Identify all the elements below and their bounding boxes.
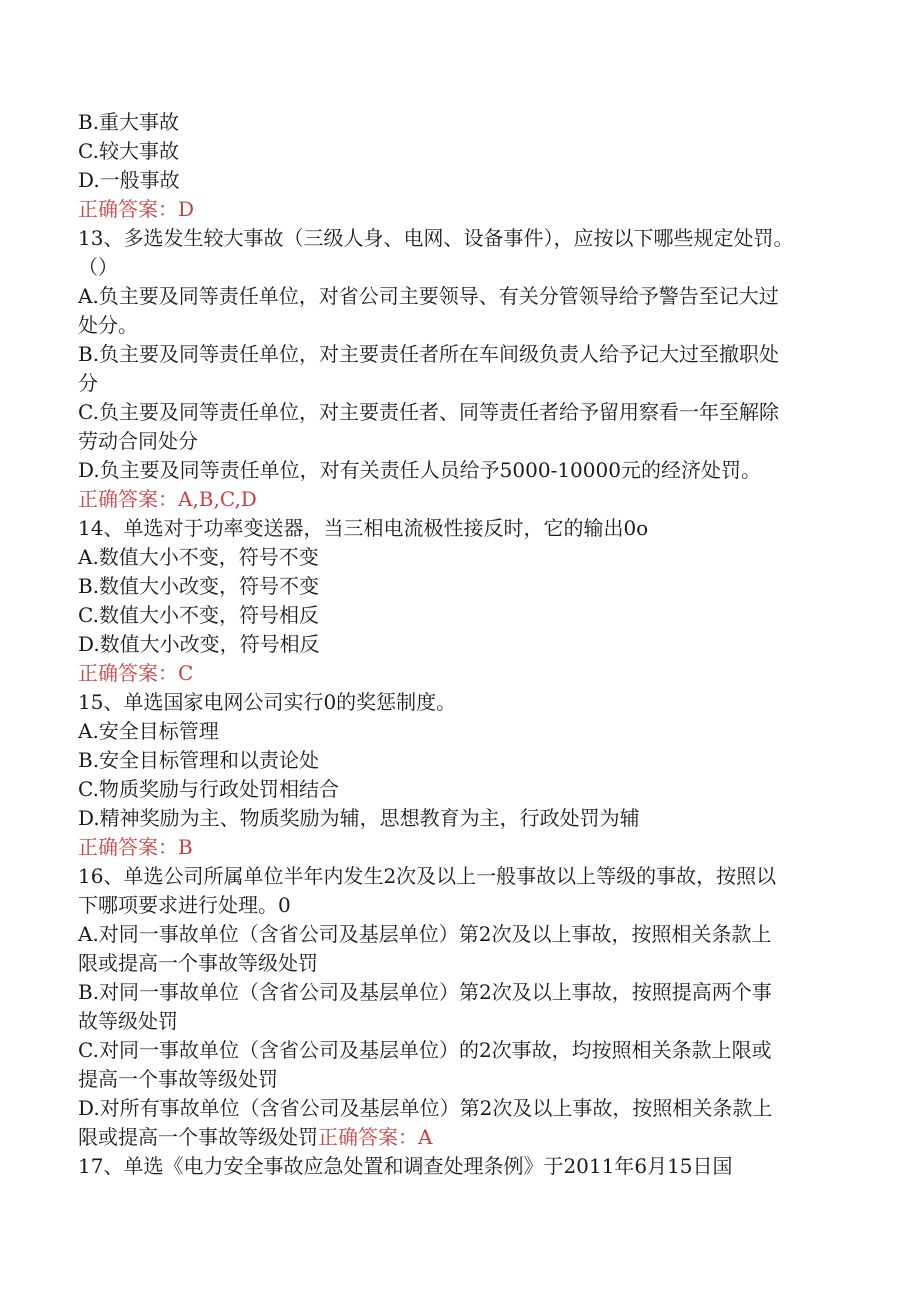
answer-line xyxy=(78,485,848,514)
line-text: 15、单选国家电网公司实行0的奖惩制度。 xyxy=(78,690,457,714)
text-line xyxy=(78,224,848,253)
line-text: 下哪项要求进行处理。0 xyxy=(78,893,291,917)
line-text: A.对同一事故单位（含省公司及基层单位）第2次及以上事故，按照相关条款上 xyxy=(78,922,772,946)
answer-line xyxy=(78,195,848,224)
text-line xyxy=(78,340,848,369)
line-text: 13、多选发生较大事故（三级人身、电网、设备事件），应按以下哪些规定处罚。 xyxy=(78,226,794,250)
document-body xyxy=(78,108,848,1181)
line-text: 限或提高一个事故等级处罚 xyxy=(78,1125,318,1149)
line-text: C.物质奖励与行政处罚相结合 xyxy=(78,777,339,801)
line-text: 14、单选对于功率变送器，当三相电流极性接反时，它的输出0o xyxy=(78,516,649,540)
line-text: B.对同一事故单位（含省公司及基层单位）第2次及以上事故，按照提高两个事 xyxy=(78,980,772,1004)
text-line xyxy=(78,398,848,427)
text-line xyxy=(78,746,848,775)
answer-text: 正确答案：A,B,C,D xyxy=(78,487,257,511)
text-line xyxy=(78,630,848,659)
text-line xyxy=(78,601,848,630)
line-text: D.对所有事故单位（含省公司及基层单位）第2次及以上事故，按照相关条款上 xyxy=(78,1096,773,1120)
line-text: C.数值大小不变，符号相反 xyxy=(78,603,319,627)
text-line xyxy=(78,1065,848,1094)
answer-text: 正确答案：B xyxy=(78,835,193,859)
line-text: B.负主要及同等责任单位，对主要责任者所在车间级负责人给予记大过至撤职处 xyxy=(78,342,780,366)
line-text: 故等级处罚 xyxy=(78,1009,178,1033)
text-line xyxy=(78,1152,848,1181)
line-text: 限或提高一个事故等级处罚 xyxy=(78,951,318,975)
text-line xyxy=(78,456,848,485)
text-line xyxy=(78,862,848,891)
line-text: C.较大事故 xyxy=(78,139,179,163)
line-text: C.对同一事故单位（含省公司及基层单位）的2次事故，均按照相关条款上限或 xyxy=(78,1038,772,1062)
line-text: 处分。 xyxy=(78,313,138,337)
line-text: B.安全目标管理和以责论处 xyxy=(78,748,320,772)
text-line xyxy=(78,891,848,920)
line-text: D.数值大小改变，符号相反 xyxy=(78,632,320,656)
text-line xyxy=(78,282,848,311)
text-line xyxy=(78,514,848,543)
text-line xyxy=(78,688,848,717)
text-line xyxy=(78,1036,848,1065)
text-line xyxy=(78,427,848,456)
text-line xyxy=(78,804,848,833)
line-text: （） xyxy=(78,255,118,279)
answer-text: 正确答案：C xyxy=(78,661,194,685)
text-line xyxy=(78,572,848,601)
line-text: 17、单选《电力安全事故应急处置和调查处理条例》于2011年6月15日国 xyxy=(78,1154,733,1178)
inline-answer-text: 正确答案：A xyxy=(318,1125,433,1149)
answer-line xyxy=(78,833,848,862)
text-line xyxy=(78,543,848,572)
text-line xyxy=(78,137,848,166)
line-text: 分 xyxy=(78,371,98,395)
line-text: D.负主要及同等责任单位，对有关责任人员给予5000-10000元的经济处罚。 xyxy=(78,458,761,482)
line-text: 提高一个事故等级处罚 xyxy=(78,1067,278,1091)
line-text: D.一般事故 xyxy=(78,168,180,192)
text-line xyxy=(78,311,848,340)
answer-line xyxy=(78,659,848,688)
line-text: A.安全目标管理 xyxy=(78,719,219,743)
line-text: A.负主要及同等责任单位，对省公司主要领导、有关分管领导给予警告至记大过 xyxy=(78,284,779,308)
text-line xyxy=(78,920,848,949)
text-line xyxy=(78,978,848,1007)
text-line xyxy=(78,166,848,195)
text-line xyxy=(78,1123,848,1152)
line-text: 16、单选公司所属单位半年内发生2次及以上一般事故以上等级的事故，按照以 xyxy=(78,864,777,888)
text-line xyxy=(78,949,848,978)
line-text: 劳动合同处分 xyxy=(78,429,198,453)
text-line xyxy=(78,108,848,137)
line-text: B.重大事故 xyxy=(78,110,180,134)
line-text: B.数值大小改变，符号不变 xyxy=(78,574,320,598)
line-text: D.精神奖励为主、物质奖励为辅，思想教育为主，行政处罚为辅 xyxy=(78,806,640,830)
line-text: C.负主要及同等责任单位，对主要责任者、同等责任者给予留用察看一年至解除 xyxy=(78,400,779,424)
line-text: A.数值大小不变，符号不变 xyxy=(78,545,319,569)
text-line xyxy=(78,1094,848,1123)
text-line xyxy=(78,717,848,746)
answer-text: 正确答案：D xyxy=(78,197,195,221)
text-line xyxy=(78,369,848,398)
text-line xyxy=(78,1007,848,1036)
text-line xyxy=(78,775,848,804)
text-line xyxy=(78,253,848,282)
